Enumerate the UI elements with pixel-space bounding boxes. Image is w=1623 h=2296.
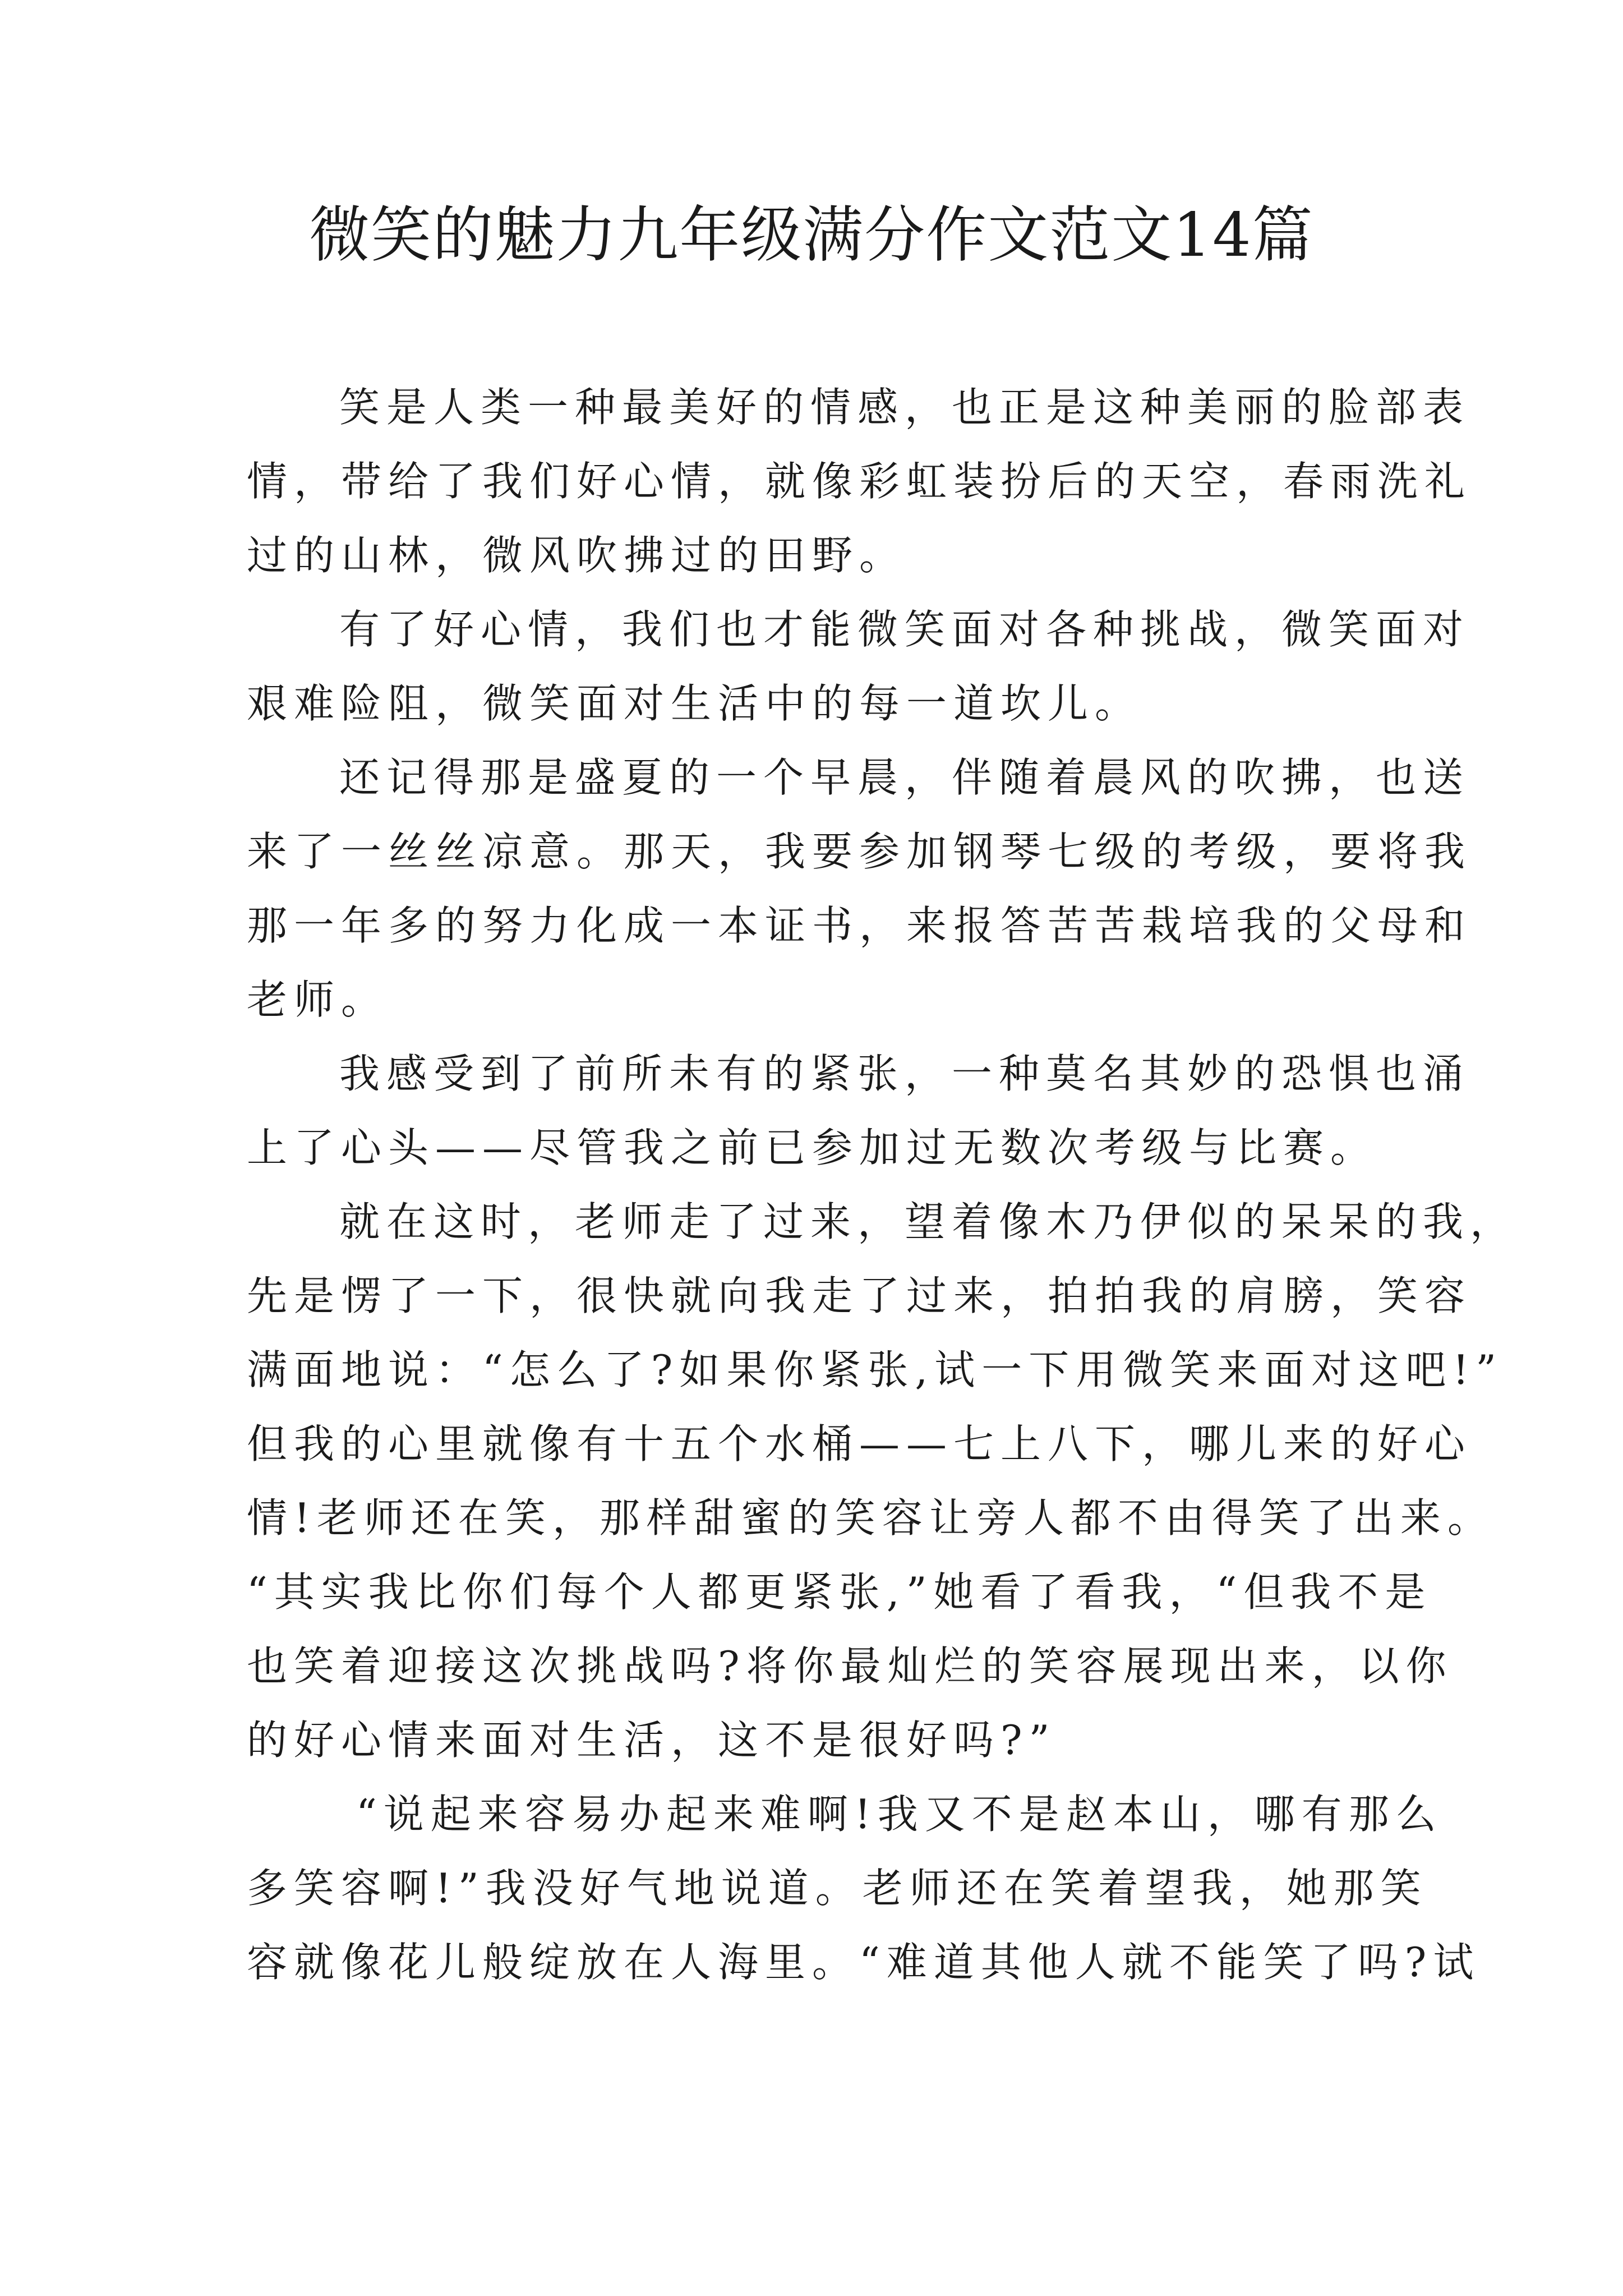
document-body [247, 370, 1518, 1999]
text-line: 还记得那是盛夏的一个早晨，伴随着晨风的吹拂，也送 [339, 754, 1470, 801]
text-line: 多笑容啊!”我没好气地说道。老师还在笑着望我，她那笑 [247, 1865, 1428, 1912]
document-title: 微笑的魅力九年级满分作文范文14篇 [309, 200, 1314, 270]
text-line: “说起来容易办起来难啊!我又不是赵本山，哪有那么 [356, 1791, 1443, 1838]
text-line: 的好心情来面对生活，这不是很好吗?” [247, 1717, 1057, 1764]
text-line: 来了一丝丝凉意。那天，我要参加钢琴七级的考级，要将我 [247, 828, 1472, 875]
text-line: 满面地说：“怎么了?如果你紧张,试一下用微笑来面对这吧!” [247, 1346, 1504, 1393]
text-line: “其实我比你们每个人都更紧张,”她看了看我，“但我不是 [247, 1568, 1432, 1616]
text-line: 情，带给了我们好心情，就像彩虹装扮后的天空，春雨洗礼 [247, 458, 1472, 505]
text-line: 我感受到了前所未有的紧张，一种莫名其妙的恐惧也涌 [339, 1050, 1470, 1097]
text-line: 老师。 [247, 976, 389, 1023]
text-line: 容就像花儿般绽放在人海里。“难道其他人就不能笑了吗?试 [247, 1939, 1481, 1986]
text-line: 就在这时，老师走了过来，望着像木乃伊似的呆呆的我， [339, 1198, 1518, 1245]
text-line: 笑是人类一种最美好的情感，也正是这种美丽的脸部表 [339, 384, 1470, 431]
text-line: 那一年多的努力化成一本证书，来报答苦苦栽培我的父母和 [247, 902, 1472, 949]
text-line: 有了好心情，我们也才能微笑面对各种挑战，微笑面对 [339, 606, 1470, 653]
text-line: 但我的心里就像有十五个水桶——七上八下，哪儿来的好心 [247, 1420, 1472, 1467]
text-line: 过的山林，微风吹拂过的田野。 [247, 532, 907, 579]
text-line: 情!老师还在笑，那样甜蜜的笑容让旁人都不由得笑了出来。 [247, 1494, 1495, 1542]
text-line: 上了心头——尽管我之前已参加过无数次考级与比赛。 [247, 1124, 1378, 1171]
text-line: 也笑着迎接这次挑战吗?将你最灿烂的笑容展现出来，以你 [247, 1642, 1453, 1690]
text-line: 先是愣了一下，很快就向我走了过来，拍拍我的肩膀，笑容 [247, 1272, 1472, 1319]
text-line: 艰难险阻，微笑面对生活中的每一道坎儿。 [247, 680, 1142, 727]
